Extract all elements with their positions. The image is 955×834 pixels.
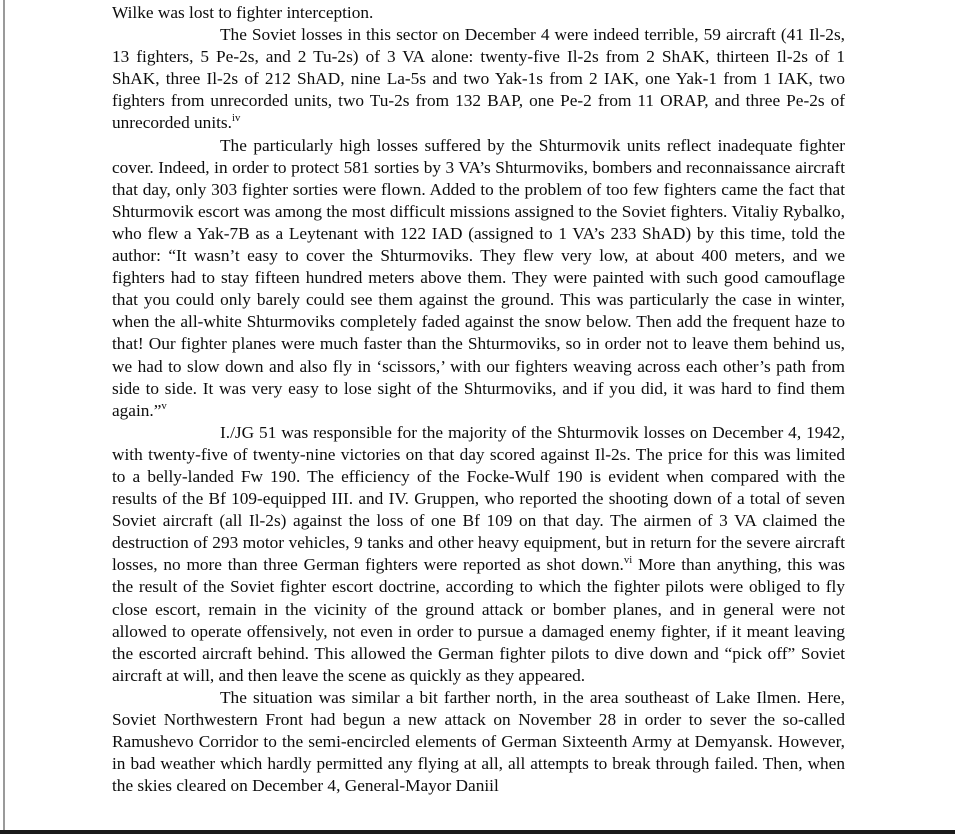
paragraph <box>112 2 845 24</box>
footnote-reference: vi <box>623 554 633 567</box>
paragraph <box>112 687 845 797</box>
paragraph-text: The particularly high losses suffered by the Shturmovik units reflect inadequate fighter cover. Indeed, in order to protect 581 sorties by 3 VA’s Shturmoviks, bombers and reconnaissance aircraft that day, only 303 fighter sorties were flown. Added to the problem of too few fighters came the fact that Shturmovik escort was among the most difficult missions assigned to the Soviet fighters. Vitaliy Rybalko, who flew a Yak-7B as a Leytenant with 122 IAD (assigned to 1 VA’s 233 ShAD) by this time, told the author: “It wasn’t easy to cover the Shturmoviks. They flew very low, at about 400 meters, and we fighters had to stay fifteen hundred meters above them. They were painted with such good camouflage that you could only barely could see them against the ground. This was particularly the case in winter, when the all-white Shturmoviks completely faded against the snow below. Then add the frequent haze to that! Our fighter planes were much faster than the Shturmoviks, so in order not to leave them behind us, we had to slow down and also fly in ‘scissors,’ with our fighters weaving across each other’s path from side to side. It was very easy to lose sight of the Shturmoviks, and if you did, it was hard to find them again.” <box>112 135 845 420</box>
page-bottom-edge <box>0 830 955 834</box>
paragraph <box>112 422 845 687</box>
paragraph <box>112 24 845 134</box>
paragraph-text: I./JG 51 was responsible for the majority of the Shturmovik losses on December 4, 1942, with twenty-five of twenty-nine victories on that day scored against Il-2s. The price for this was limited to a belly-landed Fw 190. The efficiency of the Focke-Wulf 190 is evident when compared with the results of the Bf 109-equipped III. and IV. Gruppen, who reported the shooting down of a total of seven Soviet aircraft (all Il-2s) against the loss of one Bf 109 on that day. The airmen of 3 VA claimed the destruction of 293 motor vehicles, 9 tanks and other heavy equipment, but in return for the severe aircraft losses, no more than three German fighters were reported as shot down. <box>112 422 845 575</box>
footnote-reference: v <box>161 399 167 412</box>
paragraph-text: Wilke was lost to fighter interception. <box>112 3 374 22</box>
page-left-edge <box>3 0 5 834</box>
paragraph-text: The Soviet losses in this sector on December 4 were indeed terrible, 59 aircraft (41 Il-2s, 13 fighters, 5 Pe-2s, and 2 Tu-2s) of 3 VA alone: twenty-five Il-2s from 2 ShAK, thirteen Il-2s of 1 ShAK, three Il-2s of 212 ShAD, nine La-5s and two Yak-1s from 2 IAK, one Yak-1 from 1 IAK, two fighters from unrecorded units, two Tu-2s from 132 BAP, one Pe-2 from 11 ORAP, and three Pe-2s of unrecorded units. <box>112 25 845 133</box>
paragraph-text: The situation was similar a bit farther north, in the area southeast of Lake Ilmen. Here, Soviet Northwestern Front had begun a new attack on November 28 in order to sever the so-called Ramushevo Corridor to the semi-encircled elements of German Sixteenth Army at Demyansk. However, in bad weather which hardly permitted any flying at all, all attempts to break through failed. Then, when the skies cleared on December 4, General-Mayor Daniil <box>112 687 845 796</box>
document-text <box>112 2 845 797</box>
footnote-reference: iv <box>231 112 241 125</box>
paragraph-text: More than anything, this was the result of the Soviet fighter escort doctrine, according to which the fighter pilots were obliged to fly close escort, remain in the vicinity of the ground attack or bomber planes, and in general were not allowed to operate offensively, not even in order to pursue a damaged enemy fighter, if it meant leaving the escorted aircraft behind. This allowed the German fighter pilots to dive down and “pick off” Soviet aircraft at will, and then leave the scene as quickly as they appeared. <box>112 555 845 685</box>
paragraph <box>112 135 845 422</box>
